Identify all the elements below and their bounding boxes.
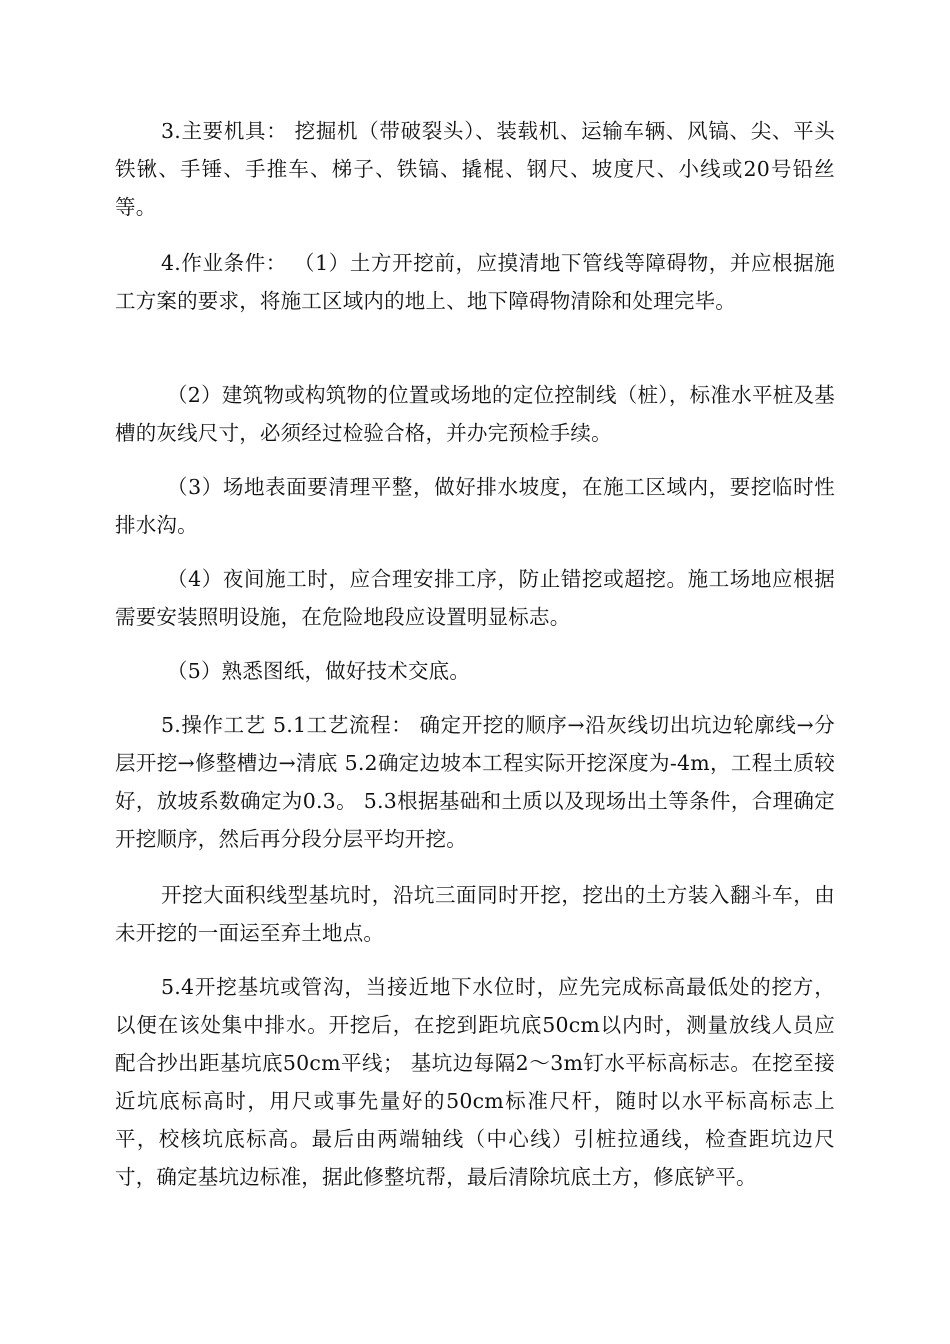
paragraph-large-pit: 开挖大面积线型基坑时，沿坑三面同时开挖，挖出的土方装入翻斗车，由未开挖的一面运至弃土地点。 [115, 883, 835, 945]
paragraph-condition-5: （5）熟悉图纸，做好技术交底。 [167, 659, 471, 683]
paragraph-condition-2: （2）建筑物或构筑物的位置或场地的定位控制线（桩），标准水平桩及基槽的灰线尺寸，必须经过检验合格，并办完预检手续。 [115, 383, 835, 445]
paragraph-condition-4: （4）夜间施工时，应合理安排工序，防止错挖或超挖。施工场地应根据需要安装照明设施，在危险地段应设置明显标志。 [115, 567, 835, 629]
paragraph-condition-3: （3）场地表面要清理平整，做好排水坡度，在施工区域内，要挖临时性排水沟。 [115, 475, 835, 537]
paragraph-excavation-54: 5.4开挖基坑或管沟，当接近地下水位时，应先完成标高最低处的挖方，以便在该处集中排水。开挖后，在挖到距坑底50cm以内时，测量放线人员应配合抄出距基坑底50cm平线； 基坑边每隔2～3m钉水平标高标志。在挖至接近坑底标高时，用尺或事先量好的50cm标准尺杆，随时以水平标高标志上平，校核坑底标高。最后由两端轴线（中心线）引桩拉通线，检查距坑边尺寸，确定基坑边标准，据此修整坑帮，最后清除坑底土方，修底铲平。 [115, 975, 835, 1189]
paragraph-main-tools: 3.主要机具： 挖掘机（带破裂头）、装载机、运输车辆、风镐、尖、平头铁锹、手锤、手推车、梯子、铁镐、撬棍、钢尺、坡度尺、小线或20号铅丝等。 [115, 119, 835, 219]
paragraph-work-conditions: 4.作业条件： （1）土方开挖前，应摸清地下管线等障碍物，并应根据施工方案的要求，将施工区域内的地上、地下障碍物清除和处理完毕。 [115, 251, 835, 313]
paragraph-operation-process: 5.操作工艺 5.1工艺流程： 确定开挖的顺序→沿灰线切出坑边轮廓线→分层开挖→修整槽边→清底 5.2确定边坡本工程实际开挖深度为-4m，工程土质较好，放坡系数确定为0.3。 5.3根据基础和土质以及现场出土等条件，合理确定开挖顺序，然后再分段分层平均开挖。 [115, 713, 835, 851]
